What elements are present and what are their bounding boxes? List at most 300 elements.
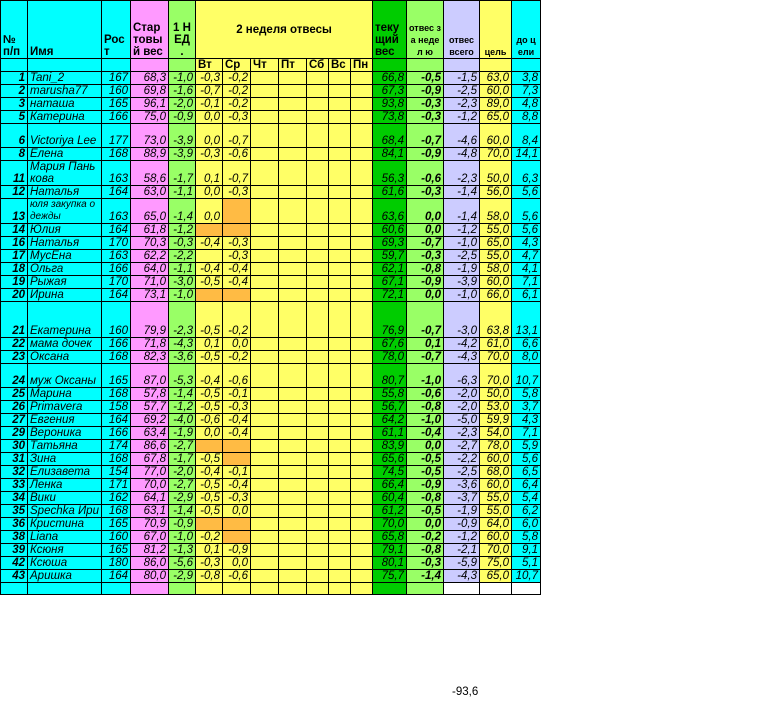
row-number: 42 [1,557,28,570]
week1-cell: -3,9 [169,148,196,161]
loss-total-cell: -3,6 [444,479,480,492]
member-name: Ольга [28,263,102,276]
member-name: Ксюня [28,544,102,557]
current-weight-cell: 93,8 [373,98,407,111]
day-value-cell: -0,2 [223,85,251,98]
day-value-cell: -0,2 [223,98,251,111]
week1-cell: -2,9 [169,570,196,583]
loss-week-cell: 0,0 [407,289,444,302]
height-cell: 154 [102,466,131,479]
day-value-cell [351,414,373,427]
goal-cell: 60,0 [480,453,512,466]
goal-cell: 55,0 [480,224,512,237]
start-weight-cell: 63,0 [131,186,169,199]
loss-total-cell: -1,4 [444,199,480,224]
loss-total-cell: -1,2 [444,224,480,237]
current-weight-cell: 67,6 [373,338,407,351]
member-name: Аришка [28,570,102,583]
goal-cell: 60,0 [480,531,512,544]
row-number: 14 [1,224,28,237]
row-number: 36 [1,518,28,531]
to-goal-cell: 4,7 [512,250,541,263]
member-name: Елизавета [28,466,102,479]
day-value-cell: -0,5 [196,302,223,338]
day-value-cell [223,531,251,544]
loss-week-cell: -0,5 [407,466,444,479]
day-value-cell [329,237,351,250]
loss-total-cell: -2,3 [444,427,480,440]
day-value-cell: 0,0 [196,199,223,224]
row-number: 12 [1,186,28,199]
day-value-cell [251,466,279,479]
week1-cell: -1,9 [169,427,196,440]
current-weight-cell: 63,6 [373,199,407,224]
row-number: 22 [1,338,28,351]
current-weight-cell: 61,1 [373,427,407,440]
member-name: Татьяна [28,440,102,453]
goal-cell: 60,0 [480,276,512,289]
day-value-cell: 0,0 [223,338,251,351]
to-goal-cell: 6,0 [512,518,541,531]
table-row [1,98,541,111]
height-cell: 164 [102,289,131,302]
day-value-cell [307,72,329,85]
day-value-cell [329,85,351,98]
day-value-cell [307,414,329,427]
current-weight-cell: 78,0 [373,351,407,364]
day-value-cell [351,570,373,583]
day-value-cell: -0,1 [223,466,251,479]
to-goal-cell: 8,4 [512,124,541,148]
loss-total-cell: -4,2 [444,338,480,351]
day-value-cell [279,479,307,492]
height-cell: 165 [102,518,131,531]
day-value-cell [307,479,329,492]
day-value-cell [251,302,279,338]
goal-cell: 65,0 [480,570,512,583]
row-number: 13 [1,199,28,224]
current-weight-cell: 62,1 [373,263,407,276]
day-value-cell [351,250,373,263]
row-number: 34 [1,492,28,505]
current-weight-cell: 66,8 [373,72,407,85]
day-fri: Пт [279,59,307,72]
day-value-cell [279,505,307,518]
day-value-cell [223,518,251,531]
day-value-cell [251,414,279,427]
table-row [1,199,541,224]
day-value-cell [251,544,279,557]
day-value-cell [351,124,373,148]
to-goal-cell: 6,3 [512,161,541,186]
current-weight-cell: 60,4 [373,492,407,505]
day-value-cell [329,388,351,401]
loss-total-cell: -2,0 [444,401,480,414]
member-name: Елена [28,148,102,161]
week1-cell: -2,9 [169,492,196,505]
current-weight-cell: 56,7 [373,401,407,414]
goal-cell: 50,0 [480,388,512,401]
header-loss-week: отвес за недел ю [407,1,444,59]
goal-cell: 78,0 [480,440,512,453]
row-number: 43 [1,570,28,583]
day-value-cell [279,401,307,414]
table-row [1,124,541,148]
loss-week-cell: -0,3 [407,250,444,263]
day-value-cell [251,85,279,98]
day-value-cell [279,124,307,148]
to-goal-cell: 9,1 [512,544,541,557]
table-row [1,351,541,364]
table-row [1,505,541,518]
day-value-cell [307,250,329,263]
current-weight-cell: 61,2 [373,505,407,518]
day-value-cell [251,148,279,161]
loss-week-cell: 0,0 [407,224,444,237]
table-row [1,263,541,276]
week1-cell: -1,6 [169,85,196,98]
loss-week-cell: -0,5 [407,72,444,85]
day-value-cell [251,492,279,505]
loss-total-cell: -0,9 [444,518,480,531]
to-goal-cell: 6,4 [512,479,541,492]
to-goal-cell: 4,3 [512,414,541,427]
day-value-cell: -0,9 [223,544,251,557]
to-goal-cell: 7,3 [512,85,541,98]
day-value-cell [329,492,351,505]
row-number: 18 [1,263,28,276]
header-num: № п/п [1,1,28,59]
loss-week-cell: -0,8 [407,492,444,505]
day-value-cell: -0,4 [196,237,223,250]
to-goal-cell: 5,4 [512,492,541,505]
loss-week-cell: -0,3 [407,186,444,199]
start-weight-cell: 69,8 [131,85,169,98]
day-value-cell [307,161,329,186]
loss-total-cell: -5,9 [444,557,480,570]
day-value-cell [307,302,329,338]
table-row [1,186,541,199]
day-value-cell [351,544,373,557]
member-name: Евгения [28,414,102,427]
day-value-cell: -0,4 [223,479,251,492]
day-value-cell [329,351,351,364]
day-value-cell [251,224,279,237]
member-name: Мария Панькова [28,161,102,186]
day-value-cell [329,263,351,276]
day-value-cell [307,544,329,557]
day-value-cell [279,518,307,531]
day-value-cell [329,466,351,479]
day-value-cell [279,302,307,338]
member-name: Spechka Ири [28,505,102,518]
day-value-cell [351,440,373,453]
to-goal-cell: 5,6 [512,199,541,224]
header-name: Имя [28,1,102,59]
start-weight-cell: 73,0 [131,124,169,148]
start-weight-cell: 57,8 [131,388,169,401]
row-number: 16 [1,237,28,250]
day-value-cell [329,302,351,338]
day-value-cell [329,186,351,199]
start-weight-cell: 87,0 [131,364,169,388]
table-row [1,518,541,531]
day-value-cell [351,388,373,401]
day-value-cell [329,276,351,289]
member-name: Наталья [28,237,102,250]
height-cell: 164 [102,414,131,427]
day-value-cell: -0,6 [223,570,251,583]
day-value-cell [251,72,279,85]
day-value-cell: -0,6 [223,148,251,161]
row-number: 2 [1,85,28,98]
day-value-cell [351,364,373,388]
day-value-cell: -0,5 [196,351,223,364]
day-value-cell: -0,3 [196,557,223,570]
to-goal-cell: 5,1 [512,557,541,570]
loss-total-cell: -6,3 [444,364,480,388]
loss-week-cell: -0,6 [407,161,444,186]
height-cell: 160 [102,302,131,338]
day-value-cell: -0,2 [196,531,223,544]
day-value-cell [329,161,351,186]
to-goal-cell: 14,1 [512,148,541,161]
table-row [1,492,541,505]
day-value-cell [307,351,329,364]
to-goal-cell: 5,6 [512,186,541,199]
table-row [1,224,541,237]
to-goal-cell: 6,6 [512,338,541,351]
goal-cell: 54,0 [480,427,512,440]
loss-total-cell: -4,3 [444,570,480,583]
goal-cell: 53,0 [480,401,512,414]
to-goal-cell: 8,0 [512,351,541,364]
start-weight-cell: 70,9 [131,518,169,531]
row-number: 21 [1,302,28,338]
day-value-cell [307,440,329,453]
day-value-cell [329,289,351,302]
goal-cell: 59,9 [480,414,512,427]
goal-cell: 60,0 [480,479,512,492]
day-value-cell [279,98,307,111]
day-value-cell [279,186,307,199]
loss-total-cell: -1,0 [444,237,480,250]
member-name: Вики [28,492,102,505]
day-value-cell: -0,2 [223,72,251,85]
day-value-cell [223,199,251,224]
start-weight-cell: 61,8 [131,224,169,237]
day-value-cell [329,98,351,111]
current-weight-cell: 59,7 [373,250,407,263]
day-value-cell [279,199,307,224]
start-weight-cell: 65,0 [131,199,169,224]
day-value-cell [329,364,351,388]
height-cell: 163 [102,199,131,224]
start-weight-cell: 82,3 [131,351,169,364]
member-name: Ксюша [28,557,102,570]
day-value-cell [307,111,329,124]
day-value-cell [307,505,329,518]
height-cell: 168 [102,351,131,364]
current-weight-cell: 74,5 [373,466,407,479]
day-value-cell [351,302,373,338]
table-row [1,570,541,583]
day-value-cell [251,161,279,186]
day-value-cell: -0,5 [196,479,223,492]
to-goal-cell: 4,3 [512,237,541,250]
goal-cell: 50,0 [480,161,512,186]
start-weight-cell: 88,9 [131,148,169,161]
day-value-cell [351,72,373,85]
to-goal-cell: 7,1 [512,276,541,289]
loss-total-cell: -5,0 [444,414,480,427]
start-weight-cell: 70,0 [131,479,169,492]
table-row [1,276,541,289]
day-value-cell [329,557,351,570]
day-value-cell [279,364,307,388]
member-name: marusha77 [28,85,102,98]
day-value-cell [251,440,279,453]
day-value-cell [307,531,329,544]
loss-week-cell: 0,0 [407,518,444,531]
week1-cell: -2,0 [169,98,196,111]
height-cell: 166 [102,263,131,276]
day-value-cell [351,466,373,479]
goal-cell: 61,0 [480,338,512,351]
day-value-cell [251,124,279,148]
day-value-cell [351,557,373,570]
table-row [1,401,541,414]
day-value-cell [351,289,373,302]
day-sat: Сб [307,59,329,72]
height-cell: 170 [102,237,131,250]
table-row [1,427,541,440]
member-name: Оксана [28,351,102,364]
day-value-cell [307,199,329,224]
day-value-cell [279,351,307,364]
goal-cell: 70,0 [480,351,512,364]
loss-total-cell: -1,9 [444,263,480,276]
day-value-cell [251,427,279,440]
row-number: 17 [1,250,28,263]
member-name: Ленка [28,479,102,492]
table-row [1,364,541,388]
table-row [1,414,541,427]
day-value-cell [279,111,307,124]
day-value-cell [307,237,329,250]
row-number: 39 [1,544,28,557]
day-value-cell [307,557,329,570]
day-value-cell [329,440,351,453]
day-thu: Чт [251,59,279,72]
loss-total-cell: -1,9 [444,505,480,518]
day-value-cell [196,250,223,263]
day-value-cell [329,199,351,224]
day-value-cell [351,401,373,414]
day-value-cell: -0,5 [196,453,223,466]
loss-total-cell: -1,2 [444,531,480,544]
loss-total-cell: -3,7 [444,492,480,505]
day-value-cell [251,557,279,570]
member-name: Вероника [28,427,102,440]
row-number: 26 [1,401,28,414]
week1-cell: -1,1 [169,263,196,276]
empty-row [1,583,541,595]
day-value-cell [329,111,351,124]
day-value-cell [307,276,329,289]
height-cell: 168 [102,148,131,161]
height-cell: 165 [102,364,131,388]
day-value-cell [223,224,251,237]
day-value-cell: -0,5 [196,276,223,289]
height-cell: 165 [102,98,131,111]
day-value-cell: -0,3 [223,250,251,263]
start-weight-cell: 79,9 [131,302,169,338]
day-value-cell [251,111,279,124]
day-value-cell [307,289,329,302]
day-value-cell: -0,3 [223,186,251,199]
day-value-cell [251,237,279,250]
loss-week-cell: -0,4 [407,427,444,440]
day-value-cell [279,466,307,479]
day-value-cell [351,531,373,544]
loss-week-cell: -1,0 [407,414,444,427]
day-value-cell [279,388,307,401]
current-weight-cell: 84,1 [373,148,407,161]
member-name: Наталья [28,186,102,199]
start-weight-cell: 67,8 [131,453,169,466]
loss-total-cell: -2,3 [444,161,480,186]
header-goal: цель [480,1,512,59]
start-weight-cell: 80,0 [131,570,169,583]
row-number: 30 [1,440,28,453]
week1-cell: -0,9 [169,111,196,124]
day-value-cell [307,492,329,505]
member-name: МусЕна [28,250,102,263]
day-value-cell [307,570,329,583]
day-value-cell [351,98,373,111]
loss-week-cell: -0,9 [407,276,444,289]
day-value-cell [329,124,351,148]
table-row [1,237,541,250]
day-value-cell [307,98,329,111]
member-name: Liana [28,531,102,544]
day-value-cell: -0,1 [223,388,251,401]
start-weight-cell: 77,0 [131,466,169,479]
day-value-cell: -0,4 [223,427,251,440]
day-value-cell [351,276,373,289]
goal-cell: 55,0 [480,505,512,518]
day-value-cell [251,364,279,388]
loss-week-cell: -0,5 [407,453,444,466]
height-cell: 160 [102,85,131,98]
week1-cell: -3,0 [169,276,196,289]
goal-cell: 58,0 [480,263,512,276]
table-row [1,302,541,338]
goal-cell: 65,0 [480,111,512,124]
height-cell: 163 [102,250,131,263]
day-value-cell [329,148,351,161]
day-value-cell: -0,4 [196,263,223,276]
member-name: Марина [28,388,102,401]
row-number: 8 [1,148,28,161]
to-goal-cell: 5,8 [512,531,541,544]
day-value-cell [307,466,329,479]
member-name: Рыжая [28,276,102,289]
current-weight-cell: 61,6 [373,186,407,199]
day-value-cell: -0,7 [223,124,251,148]
day-value-cell [251,338,279,351]
